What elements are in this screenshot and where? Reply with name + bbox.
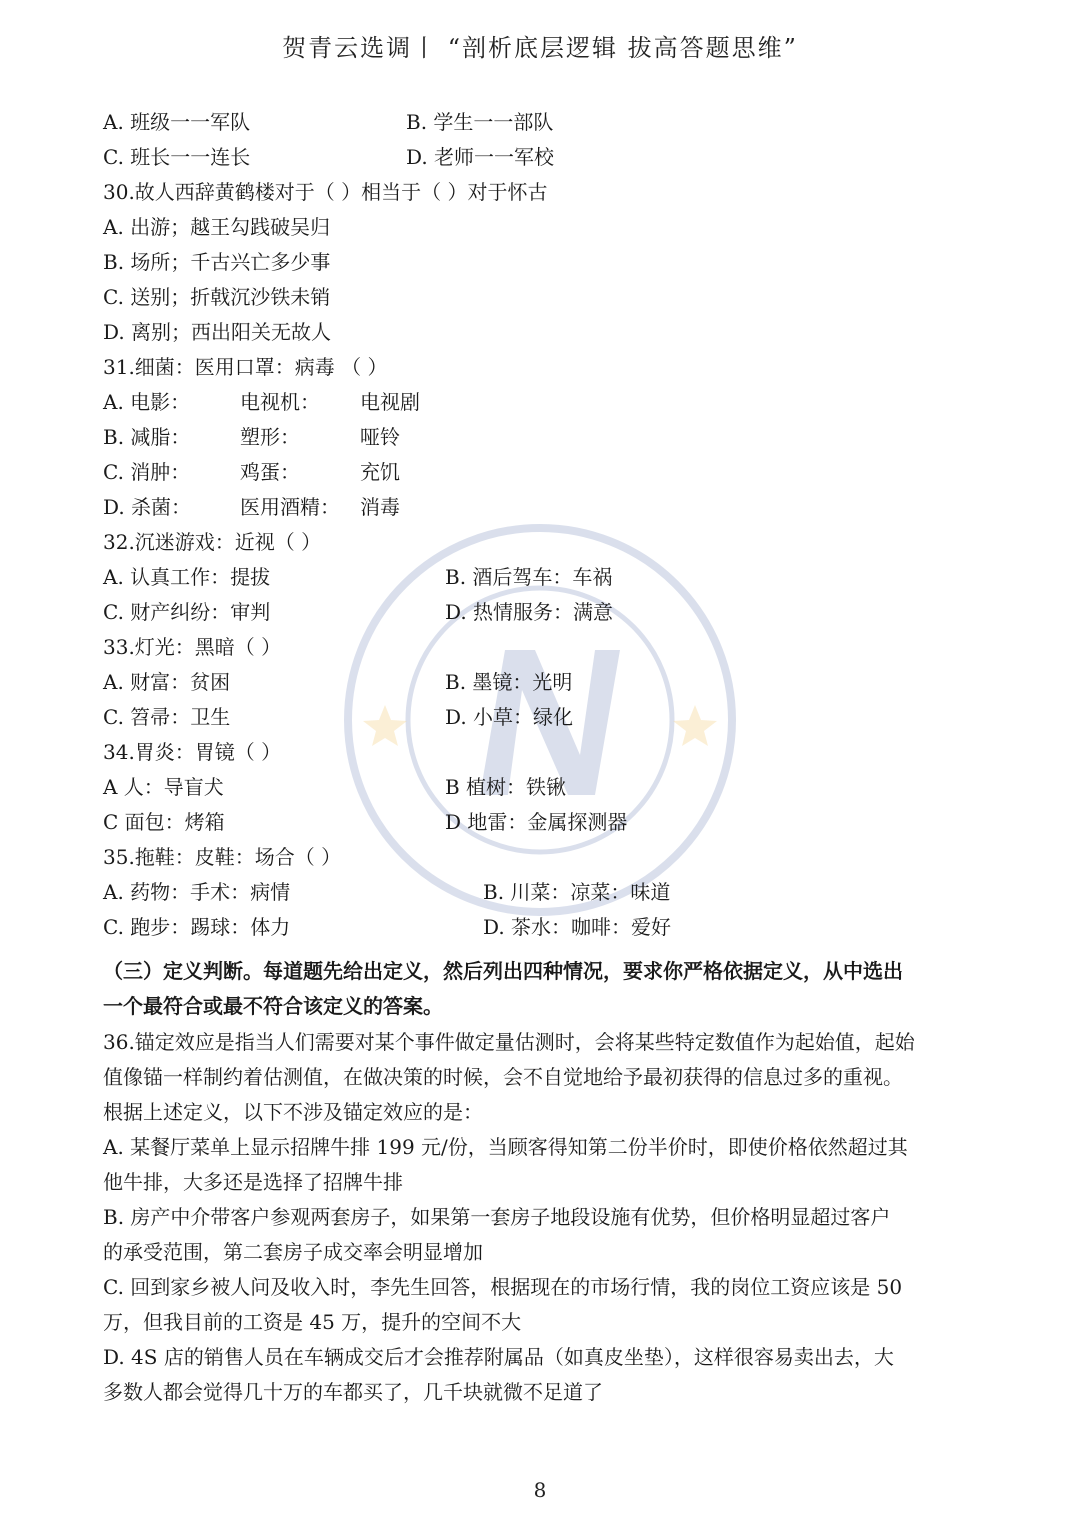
option-b: B. 川菜：凉菜：味道 [483, 880, 671, 904]
option-c: C. 班长一一连长 [103, 145, 251, 169]
option-col3: 充饥 [360, 460, 400, 484]
option-col1: A. 电影： [103, 390, 191, 414]
option-d: D. 老师一一军校 [406, 145, 555, 169]
q31-option-b [103, 423, 400, 451]
option-col2: 医用酒精： [240, 495, 340, 519]
q30-option-a: A. 出游；越王勾践破吴归 [103, 215, 331, 239]
q29-options-cd [103, 143, 555, 171]
question-31: 31.细菌：医用口罩：病毒 （ ） [103, 355, 388, 379]
q30-option-d: D. 离别；西出阳关无故人 [103, 320, 332, 344]
option-col3: 电视剧 [360, 390, 420, 414]
q31-option-c [103, 458, 400, 486]
option-col2: 电视机： [240, 390, 320, 414]
question-30: 30.故人西辞黄鹤楼对于（ ）相当于（ ）对于怀古 [103, 180, 548, 204]
q30-option-b: B. 场所；千古兴亡多少事 [103, 250, 331, 274]
q36-option-c-line-2: 万，但我目前的工资是 45 万，提升的空间不大 [103, 1310, 522, 1334]
option-col2: 鸡蛋： [240, 460, 300, 484]
option-b: B 植树：铁锹 [445, 775, 567, 799]
option-c: C 面包：烤箱 [103, 810, 225, 834]
question-34: 34.胃炎：胃镜（ ） [103, 740, 282, 764]
option-col1: D. 杀菌： [103, 495, 192, 519]
q33-options-ab [103, 668, 573, 696]
option-col1: B. 减脂： [103, 425, 191, 449]
q36-option-b-line-1: B. 房产中介带客户参观两套房子，如果第一套房子地段设施有优势，但价格明显超过客户 [103, 1205, 891, 1229]
q34-options-cd [103, 808, 628, 836]
q35-options-ab [103, 878, 671, 906]
option-col3: 哑铃 [360, 425, 400, 449]
q32-options-ab [103, 563, 613, 591]
question-32: 32.沉迷游戏：近视（ ） [103, 530, 322, 554]
q35-options-cd [103, 913, 672, 941]
option-col1: C. 消肿： [103, 460, 191, 484]
seal-star-left [363, 705, 407, 746]
option-col2: 塑形： [240, 425, 300, 449]
option-a: A. 班级一一军队 [103, 110, 251, 134]
option-col3: 消毒 [360, 495, 400, 519]
option-d: D. 热情服务：满意 [445, 600, 614, 624]
q30-option-c: C. 送别；折戟沉沙铁未销 [103, 285, 331, 309]
q36-option-b-line-2: 的承受范围，第二套房子成交率会明显增加 [103, 1240, 483, 1264]
q31-option-a [103, 388, 420, 416]
section-title-line-2: 一个最符合或最不符合该定义的答案。 [103, 994, 443, 1018]
q31-option-d [103, 493, 400, 521]
question-36-prompt: 根据上述定义，以下不涉及锚定效应的是： [103, 1100, 483, 1124]
option-d: D. 茶水：咖啡：爱好 [483, 915, 672, 939]
q36-option-d-line-2: 多数人都会觉得几十万的车都买了，几千块就微不足道了 [103, 1380, 603, 1404]
q36-option-c-line-1: C. 回到家乡被人问及收入时，李先生回答，根据现在的市场行情，我的岗位工资应该是 50 [103, 1275, 903, 1299]
option-d: D 地雷：金属探测器 [445, 810, 628, 834]
option-c: C. 笤帚：卫生 [103, 705, 231, 729]
question-36-line-2: 值像锚一样制约着估测值，在做决策的时候，会不自觉地给予最初获得的信息过多的重视。 [103, 1065, 903, 1089]
section-title-line-1: （三）定义判断。每道题先给出定义，然后列出四种情况，要求你严格依据定义，从中选出 [103, 959, 903, 983]
option-b: B. 墨镜：光明 [445, 670, 573, 694]
q36-option-d-line-1: D. 4S 店的销售人员在车辆成交后才会推荐附属品（如真皮坐垫），这样很容易卖出去，大 [103, 1345, 894, 1369]
option-a: A 人：导盲犬 [103, 775, 224, 799]
option-b: B. 酒后驾车：车祸 [445, 565, 613, 589]
q33-options-cd [103, 703, 574, 731]
seal-star-right [673, 705, 717, 746]
page-number: 8 [533, 1478, 547, 1502]
option-a: A. 认真工作：提拔 [103, 565, 271, 589]
q29-options-ab [103, 108, 554, 136]
page-header: 贺青云选调丨 “剖析底层逻辑 拔高答题思维” [282, 34, 798, 62]
q36-option-a-line-1: A. 某餐厅菜单上显示招牌牛排 199 元/份，当顾客得知第二份半价时，即使价格依然超过其 [103, 1135, 908, 1159]
option-a: A. 药物：手术：病情 [103, 880, 291, 904]
option-c: C. 跑步：踢球：体力 [103, 915, 291, 939]
option-a: A. 财富：贫困 [103, 670, 231, 694]
option-b: B. 学生一一部队 [406, 110, 554, 134]
question-33: 33.灯光：黑暗（ ） [103, 635, 282, 659]
option-c: C. 财产纠纷：审判 [103, 600, 271, 624]
question-36-line-1: 36.锚定效应是指当人们需要对某个事件做定量估测时，会将某些特定数值作为起始值，起始 [103, 1030, 915, 1054]
q32-options-cd [103, 598, 614, 626]
q34-options-ab [103, 773, 567, 801]
question-35: 35.拖鞋：皮鞋：场合（ ） [103, 845, 342, 869]
option-d: D. 小草：绿化 [445, 705, 574, 729]
q36-option-a-line-2: 他牛排，大多还是选择了招牌牛排 [103, 1170, 403, 1194]
